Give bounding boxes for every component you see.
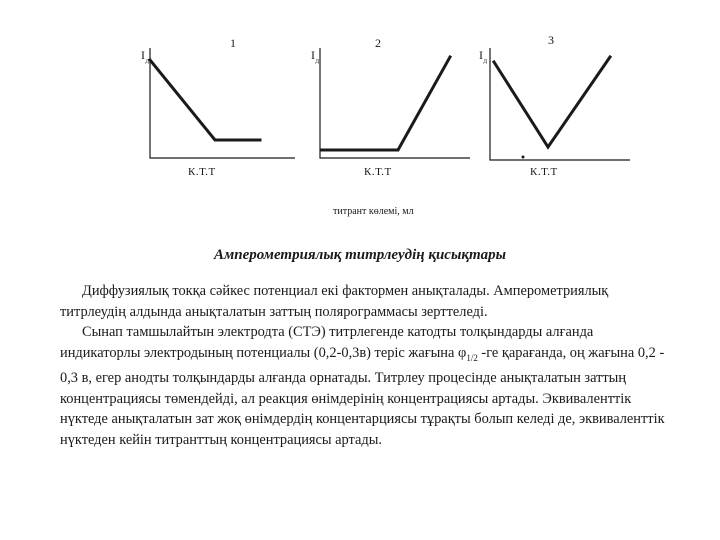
- graph-1-number: 1: [230, 36, 237, 50]
- graph-1-equivalence-mark: К.Т.Т: [188, 166, 216, 178]
- graph-3-axes: [490, 48, 630, 160]
- graph-3-number: 3: [548, 33, 555, 47]
- graph-3-dot: [522, 156, 525, 159]
- phi-symbol: φ: [458, 344, 467, 361]
- paragraph-1: Диффузиялық токқа сәйкес потенциал екі фактормен анықталады. Амперометриялық титрлеудің алдында анықталатын заттың полярограммасы зерттеледі.: [60, 283, 609, 320]
- graph-2: [320, 48, 470, 158]
- graph-2-equivalence-mark: К.Т.Т: [364, 166, 392, 178]
- x-axis-label: титрант көлемі, мл: [333, 206, 414, 217]
- paragraph-2: Сынап тамшылайтын электродта (СТЭ) титрлегенде катодты толқындарды алғанда индикаторлы электродының потенциалы (0,2-0,3в) теріс жағына $\varphi_{1/2}$ -ге қарағанда, оң жағына 0,2 - 0,3 в, егер анодты толқындарды алғанда орнатады. Титрлеу процесінде анықталатын заттың концентрациясы төмендейді, ал реакция өнімдерінің концентрациясы артады. Эквиваленттік нүктеде анықталатын зат жоқ өнімдердің концентарциясы тұрақты болып келеді де, эквиваленттік нүктеден кейін титранттың концентрациясы артады.: [60, 324, 665, 449]
- curves-svg: [0, 0, 720, 215]
- graph-1-y-label: $I_д$: [141, 48, 150, 65]
- graph-1-curve: [150, 60, 260, 140]
- titration-curves-figure: [0, 0, 720, 215]
- graph-2-curve: [322, 57, 450, 150]
- figure-caption: Амперометриялық титрлеудің қисықтары: [213, 247, 507, 263]
- graph-3-curve: [494, 57, 610, 147]
- graph-3: [490, 48, 630, 160]
- graph-1: [150, 48, 295, 158]
- graph-3-equivalence-mark: К.Т.Т: [530, 166, 558, 178]
- phi-subscript: 1/2: [466, 352, 478, 363]
- body-text: [60, 281, 670, 451]
- graph-2-y-label: $I_д$: [311, 48, 320, 65]
- graph-2-number: 2: [375, 36, 382, 50]
- graph-3-y-label: $I_д$: [479, 48, 488, 65]
